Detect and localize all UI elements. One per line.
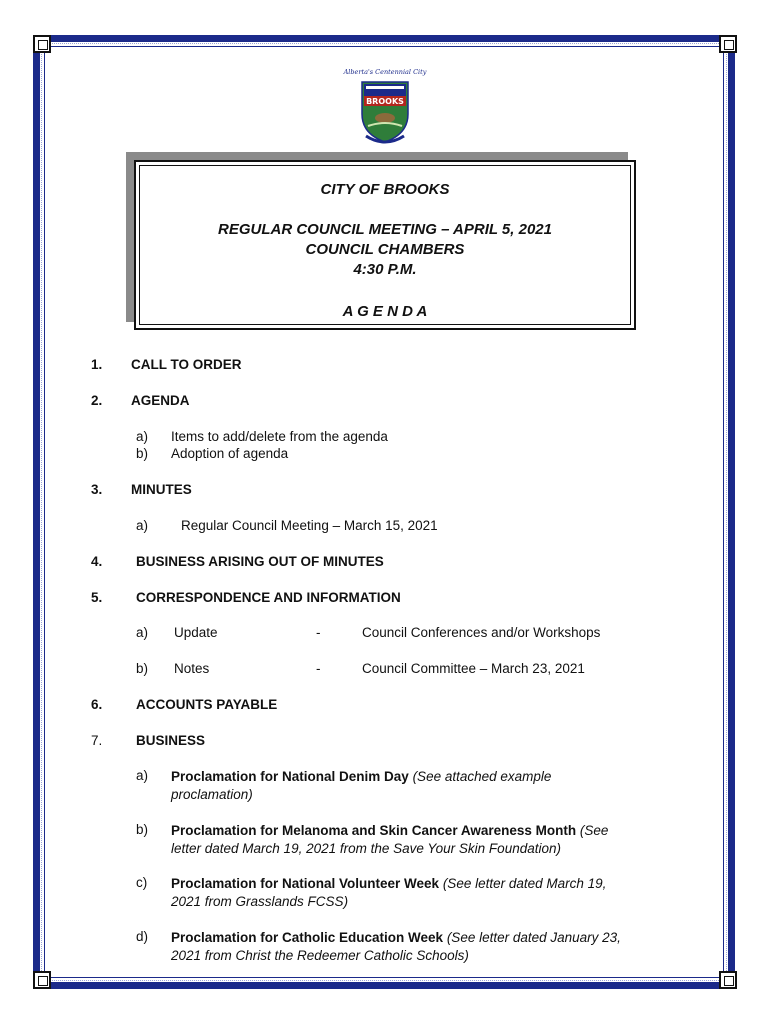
item-number: 4. <box>91 554 103 569</box>
item-title-business: BUSINESS <box>136 733 206 748</box>
corner-ornament-bottom-left <box>33 971 51 989</box>
city-crest-logo <box>343 62 427 146</box>
sub-label: d) <box>136 929 149 944</box>
sub-label: a) <box>136 625 149 640</box>
item-number: 5. <box>91 590 103 605</box>
item-title-business-arising: BUSINESS ARISING OUT OF MINUTES <box>136 554 384 569</box>
meeting-location: COUNCIL CHAMBERS <box>305 241 465 258</box>
sub-label: a) <box>136 768 149 783</box>
corner-ornament-top-left <box>33 35 51 53</box>
sub-item-text: Regular Council Meeting – March 15, 2021 <box>181 518 438 533</box>
sub-item-type: Notes <box>174 661 210 676</box>
item-title-agenda: AGENDA <box>131 393 190 408</box>
item-number: 6. <box>91 697 103 712</box>
sub-label: b) <box>136 446 149 461</box>
item-number: 2. <box>91 393 103 408</box>
city-name: CITY OF BROOKS <box>320 181 450 198</box>
item-title-minutes: MINUTES <box>131 482 192 497</box>
item-title-accounts-payable: ACCOUNTS PAYABLE <box>136 697 278 712</box>
sub-item-text: Council Committee – March 23, 2021 <box>362 661 585 676</box>
svg-text:BROOKS: BROOKS <box>366 97 404 106</box>
item-number: 7. <box>91 733 103 748</box>
corner-ornament-bottom-right <box>719 971 737 989</box>
meeting-time: 4:30 P.M. <box>353 261 417 278</box>
title-box <box>134 160 636 330</box>
svg-text:Alberta's Centennial City: Alberta's Centennial City <box>343 68 427 76</box>
item-number: 3. <box>91 482 103 497</box>
sub-item-type: Update <box>174 625 218 640</box>
business-item-volunteer-week: Proclamation for National Volunteer Week (See letter dated March 19, 2021 from Grasslands FCSS) <box>171 876 607 909</box>
business-item-catholic-education: Proclamation for Catholic Education Week (See letter dated January 23, 2021 from Christ the Redeemer Catholic Schools) <box>171 930 621 963</box>
sub-label: a) <box>136 518 149 533</box>
sub-label: a) <box>136 429 149 444</box>
sub-item-dash: - <box>316 661 321 676</box>
sub-item-text: Items to add/delete from the agenda <box>171 429 388 444</box>
sub-label: b) <box>136 822 149 837</box>
item-number: 1. <box>91 357 103 372</box>
sub-item-dash: - <box>316 625 321 640</box>
item-title-correspondence: CORRESPONDENCE AND INFORMATION <box>136 590 401 605</box>
sub-item-text: Adoption of agenda <box>171 446 289 461</box>
business-item-melanoma: Proclamation for Melanoma and Skin Cancer Awareness Month (See letter dated March 19, 2021 from the Save Your Skin Foundation) <box>171 823 609 856</box>
item-title-call-to-order: CALL TO ORDER <box>131 357 242 372</box>
sub-label: c) <box>136 875 148 890</box>
corner-ornament-top-right <box>719 35 737 53</box>
sub-item-text: Council Conferences and/or Workshops <box>362 625 601 640</box>
business-item-denim-day: Proclamation for National Denim Day (See attached example proclamation) <box>171 769 552 802</box>
sub-label: b) <box>136 661 149 676</box>
meeting-title: REGULAR COUNCIL MEETING – APRIL 5, 2021 <box>218 221 552 238</box>
agenda-heading: A G E N D A <box>342 303 428 320</box>
